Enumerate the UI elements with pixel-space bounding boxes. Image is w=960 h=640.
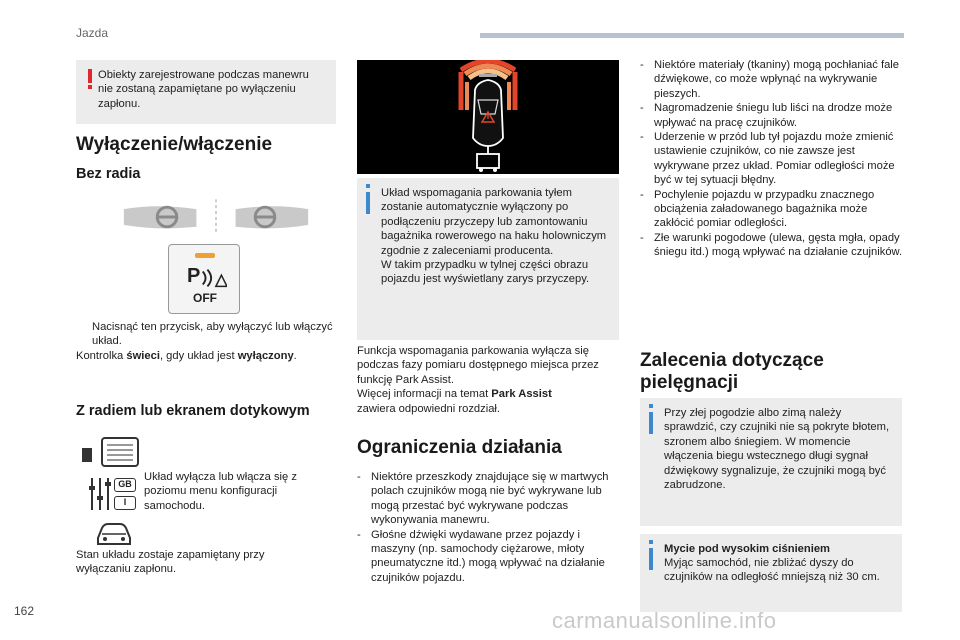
memory-text: Stan układu zostaje zapamiętany przy wyłączaniu zapłonu. (76, 549, 265, 576)
car-icon (94, 518, 134, 548)
trailer-display-image (357, 60, 619, 174)
list-item: - Złe warunki pogodowe (ulewa, gęsta mgła, opady śniegu itd.) mogą wpływać na działanie czujników. (640, 231, 903, 259)
sound-waves-icon (199, 267, 227, 289)
park-assist-text: Funkcja wspomagania parkowania wyłącza się podczas fazy pomiaru dostępnego miejsca przez funkcję Park Assist. (357, 345, 599, 386)
list-item: - Niektóre przeszkody znajdujące się w martwych polach czujników mogą nie być wykrywane lub mogą przestać być wykrywane podczas wykonywania manewru. (357, 471, 609, 527)
washing-text: Myjąc samochód, nie zbliżać dyszy do czujników na odległość mniejszą niż 30 cm. (664, 557, 880, 584)
section-title-limits: Ograniczenia działania (357, 437, 562, 458)
more-info-text: Więcej informacji na temat Park Assist zawiera odpowiedni rozdział. (357, 388, 552, 415)
i-badge: I (114, 496, 136, 510)
steering-wheel-icon (118, 197, 314, 237)
running-header: Jazda (76, 26, 109, 40)
list-item: - Pochylenie pojazdu w przypadku znacznego obciążenia załadowanego bagażnika może zakłócić pomiar odległości. (640, 188, 875, 230)
indicator-led (195, 253, 215, 258)
section-title-off-on: Wyłączenie/włączenie (76, 134, 273, 155)
info-note-trailer-text: Układ wspomagania parkowania tyłem zostanie automatycznie wyłączony po podłączeniu przyczepy lub zamontowaniu bagażnika rowerowego na haku holowniczym zgodnie z zaleceniami producenta. W takim przypadku w tylnej części obrazu pojazdu jest wyświetlany zarys przyczepy. (381, 187, 607, 286)
washing-title: Mycie pod wysokim ciśnieniem (664, 543, 831, 555)
list-item: - Uderzenie w przód lub tył pojazdu może zmienić ustawienie czujników, co nie zawsze jest wykrywane przez układ. Pomiar odległości może być w tej sytuacji błędny. (640, 131, 895, 187)
warning-note (76, 60, 336, 124)
info-icon (649, 412, 653, 434)
info-note-trailer (357, 178, 619, 340)
info-icon (366, 192, 370, 214)
watermark: carmanualsonline.info (552, 608, 777, 633)
sensor-limits-list (640, 58, 906, 260)
page-number: 162 (14, 604, 35, 618)
header-bar (480, 33, 904, 38)
subtitle-no-radio: Bez radia (76, 166, 141, 182)
gb-badge: GB (114, 478, 136, 492)
indicator-text: Kontrolka świeci, gdy układ jest wyłączony. (76, 349, 297, 362)
step-text: Nacisnąć ten przycisk, aby wyłączyć lub włączyć układ. (92, 321, 333, 348)
rear-sensor-diagram (357, 60, 619, 174)
info-note-care (640, 398, 902, 526)
section-title-care: Zalecenia dotyczące pielęgnacji (640, 350, 824, 393)
menu-text: Układ wyłącza lub włącza się z poziomu menu konfiguracji samochodu. (144, 471, 297, 512)
info-note-care-text: Przy złej pogodzie albo zimą należy sprawdzić, czy czujniki nie są pokryte błotem, szronem albo śniegiem. W momencie włączenia biegu wstecznego długi sygnał dźwiękowy sygnalizuje, że czujniki mogą być zabrudzone. (664, 407, 890, 492)
settings-icon (88, 476, 138, 512)
park-sensor-off-button[interactable] (168, 244, 240, 314)
info-icon (649, 548, 653, 570)
list-item: - Głośne dźwięki wydawane przez pojazdy i maszyny (np. samochody ciężarowe, młoty pneumatyczne itd.) mogą wpływać na działanie czujników pojazdu. (357, 528, 605, 584)
parking-sensor-icon (183, 267, 227, 289)
list-item: - Niektóre materiały (tkaniny) mogą pochłaniać fale dźwiękowe, co może wpłynąć na wykrywanie pieszych. (640, 59, 899, 100)
list-item: - Nagromadzenie śniegu lub liści na drodze może wpływać na pracę czujników. (640, 102, 893, 129)
park-assist-paragraph (357, 344, 619, 416)
display-screen-icon (80, 436, 140, 470)
step-instruction (76, 320, 336, 363)
subtitle-with-radio: Z radiem lub ekranem dotykowym (76, 403, 310, 419)
warning-exclamation-icon (84, 68, 96, 90)
warning-note-text: Obiekty zarejestrowane podczas manewru nie zostaną zapamiętane po wyłączeniu zapłonu. (98, 69, 309, 110)
sliders-icon (88, 476, 112, 512)
parking-letter: P (187, 265, 201, 287)
info-note-washing (640, 534, 902, 612)
limits-list (357, 470, 619, 585)
off-label: OFF (193, 291, 217, 305)
